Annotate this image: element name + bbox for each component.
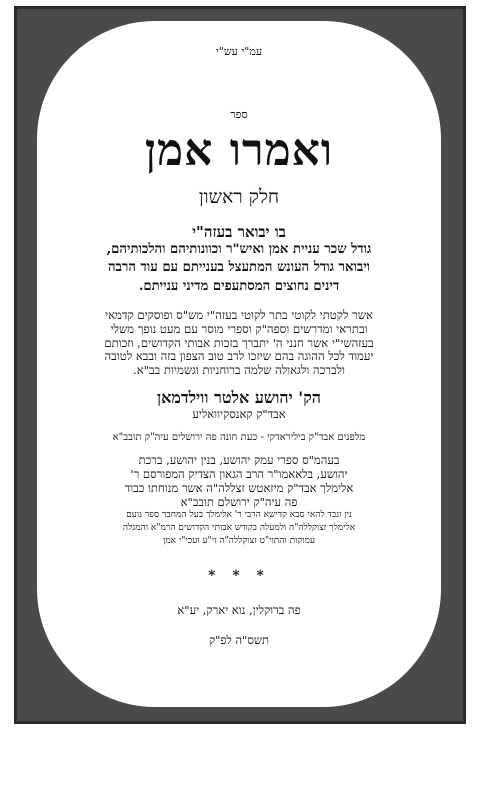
title-page-panel <box>37 21 441 707</box>
description-line: ויבואר גודל העונש המתעצל בענייתם עם עוד הרבה <box>107 260 371 276</box>
description-line: גודל שכר עניית אמן ואיש"ר וכוונותיהם והלכותיהם, <box>106 241 372 257</box>
note-line: אלימלך זצוקללה"ה ולמעלה בקודש אבותי הקדושים הרמ"א והמגלה <box>122 523 356 534</box>
intro-line: ובתראי ומדרשים וספה"ק וספרי מוסר עם מעט נופך משלי <box>110 321 368 336</box>
dedication-line: יהושע, בלאאמו"ר הרב הגאון הצדיק המפורסם ר' <box>130 467 348 482</box>
intro-paragraph <box>63 309 415 379</box>
sub-heading: בו יבואר בעזה"י <box>192 222 286 241</box>
intro-line: ולברכה ולגאולה שלמה ברוחניות וגשמיות בב"א. <box>133 363 345 378</box>
dedication-line: פה עיה"ק ירושלם תובב"א <box>180 494 298 509</box>
author-title: אבד"ק קאנסקיוואליע <box>192 407 286 422</box>
book-title: ואמרו אמן <box>144 125 334 177</box>
dedication-line: בעהמ"ס ספרי עמק יהושע, בנין יהושע, ברכת <box>138 453 340 468</box>
publication-place: פה ברוקלין, נוא יארק, יע"א <box>177 603 301 618</box>
author-name: הק' יהושע אלטר ווילדמאן <box>157 388 321 408</box>
description-line: דינים נחוצים המסתעפים מדיני ענייתם. <box>138 279 340 295</box>
title-page-frame <box>14 6 466 724</box>
intro-line: יעמוד לכל ההוגה בהם שיזכו לרב טוב הצפון בזה ובבא לטובה <box>104 349 374 364</box>
intro-line: בעזהשי"י אשר חנני ה' יתברך בזכות אבותי הקדושים, וזכותם <box>104 335 374 350</box>
volume-part: חלק ראשון <box>198 185 280 208</box>
stars-divider: * * * <box>208 567 270 584</box>
dedication <box>63 454 415 509</box>
publication-year: תשס"ה לפ"ק <box>208 633 270 648</box>
header-abbreviation: עמ"י עש"י <box>215 45 263 58</box>
title-page-content <box>37 43 441 707</box>
sefer-label: ספר <box>230 108 248 122</box>
note-line: עמוקות והתוי"ט זצוקללה"ה זי"ע ועכי"י אמן <box>163 535 315 546</box>
dedication-line: אלימלך אבד"ק מיזאטש זצללה"ה אשר מנוחתו כבוד <box>124 480 354 495</box>
lineage-note <box>63 510 415 547</box>
former-position: מלפנים אבד"ק ביליראדקי - כעת חונה פה ירושלים עיה"ק תובב"א <box>112 432 366 444</box>
description <box>63 241 415 297</box>
note-line: נין ונכד להאי סבא קדישא הרבי ר' אלימלך בעל המחבר ספר נועם <box>126 510 352 521</box>
intro-line: אשר לקטתי לקוטי בתר לקוטי בעזה"י מש"ס ופוסקים קדמאי <box>105 307 373 322</box>
